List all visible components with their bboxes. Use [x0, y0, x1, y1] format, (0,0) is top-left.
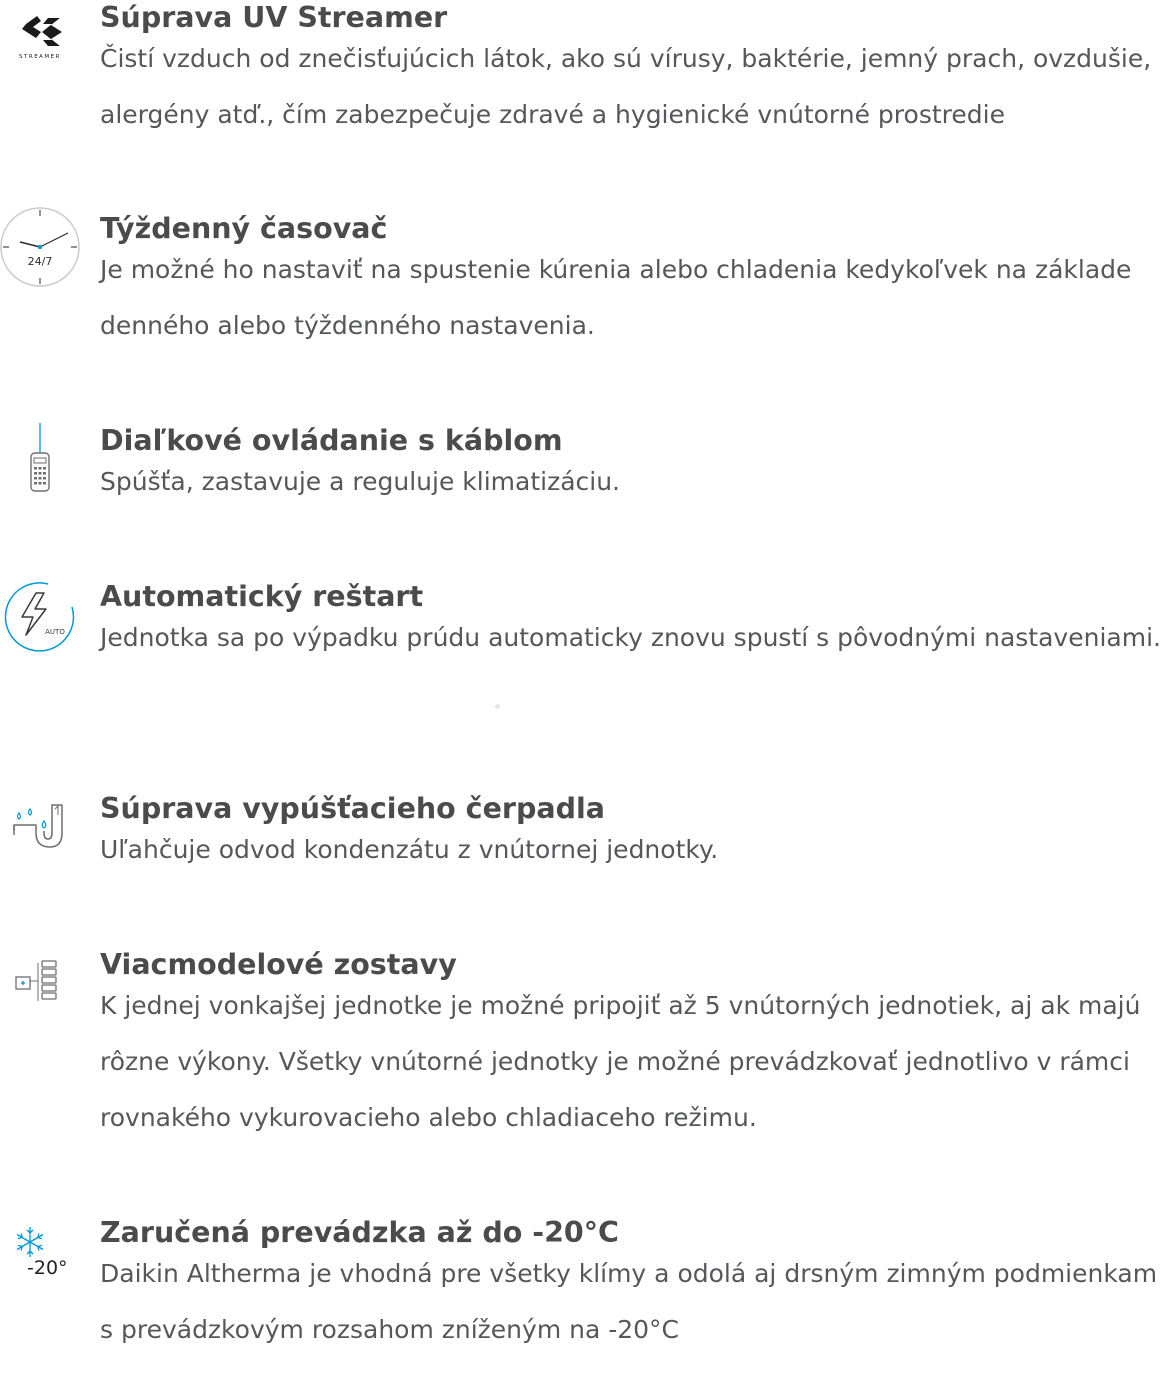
feature-title: Automatický reštart — [100, 580, 424, 613]
feature-title: Zaručená prevádzka až do -20°C — [100, 1216, 619, 1249]
feature-description: Je možné ho nastaviť na spustenie kúrenia alebo chladenia kedykoľvek na základe denného alebo týždenného nastavenia. — [100, 255, 1132, 340]
feature-title: Súprava UV Streamer — [100, 1, 448, 34]
streamer-logo-icon — [0, 4, 80, 84]
snowflake-temperature-label: -20° — [27, 1257, 68, 1279]
feature-description: Daikin Altherma je vhodná pre všetky klímy a odolá aj drsným zimným podmienkam s prevádzkovým rozsahom zníženým na -20°C — [100, 1259, 1158, 1344]
wired-remote-icon — [0, 423, 80, 503]
snowflake-icon — [0, 1225, 80, 1305]
feature-description: Uľahčuje odvod kondenzátu z vnútornej jednotky. — [100, 835, 719, 864]
feature-title: Viacmodelové zostavy — [100, 948, 457, 981]
svg-text:STREAMER: STREAMER — [19, 54, 61, 60]
feature-description: Čistí vzduch od znečisťujúcich látok, ako sú vírusy, baktérie, jemný prach, ovzdušie, alergény atď., čím zabezpečuje zdravé a hygienické vnútorné prostredie — [100, 44, 1152, 129]
svg-text:AUTO: AUTO — [45, 628, 65, 636]
decorative-dot — [495, 704, 500, 709]
feature-description: Spúšťa, zastavuje a reguluje klimatizáciu. — [100, 467, 620, 496]
multi-model-icon — [0, 957, 80, 1037]
auto-restart-icon — [0, 579, 80, 659]
feature-title: Týždenný časovač — [100, 212, 388, 245]
feature-description: K jednej vonkajšej jednotke je možné pripojiť až 5 vnútorných jednotiek, aj ak majú rôzne výkony. Všetky vnútorné jednotky je možné prevádzkovať jednotlivo v rámci rovnakého vykurovacieho alebo chladiaceho režimu. — [100, 991, 1141, 1132]
feature-title: Diaľkové ovládanie s káblom — [100, 424, 563, 457]
drain-pump-icon — [0, 795, 80, 875]
svg-text:24/7: 24/7 — [27, 255, 53, 268]
feature-title: Súprava vypúšťacieho čerpadla — [100, 792, 605, 825]
feature-description: Jednotka sa po výpadku prúdu automaticky znovu spustí s pôvodnými nastaveniami. — [100, 623, 1161, 652]
clock-24-7-icon — [0, 207, 80, 287]
